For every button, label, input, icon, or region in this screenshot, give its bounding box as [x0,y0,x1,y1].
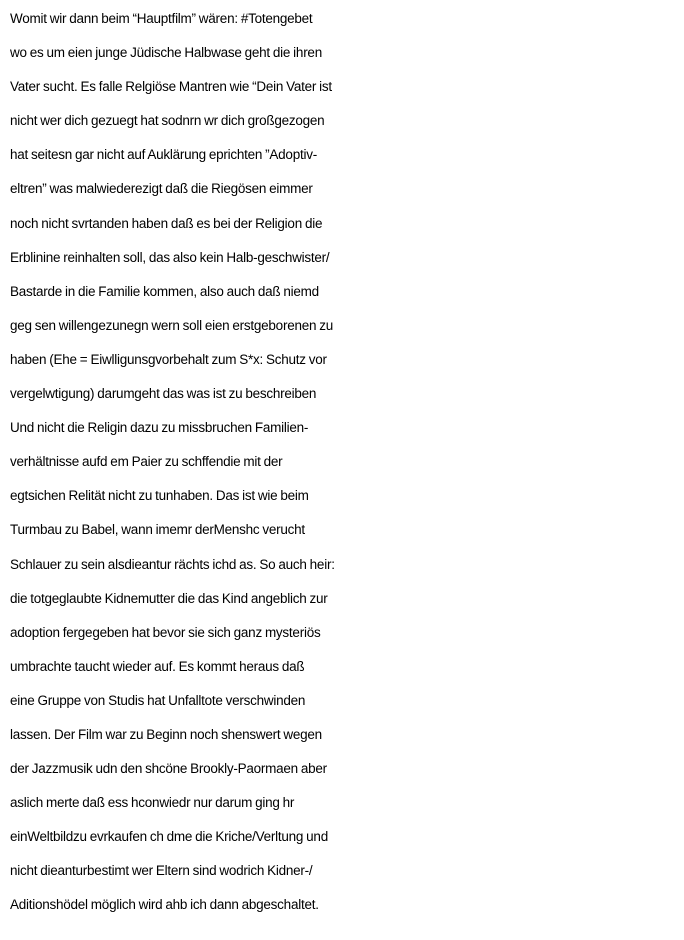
text-line-20: umbrachte taucht wieder auf. Es kommt heraus daß [10,658,305,674]
text-line-4: nicht wer dich gezuegt hat sodnrn wr dich großgezogen [10,113,325,129]
text-line-9: Bastarde in die Familie kommen, also auch daß niemd [10,283,319,299]
text-line-2: wo es um eien junge Jüdische Halbwase geht die ihren [10,45,322,61]
text-line-12: vergelwtigung) darumgeht das was ist zu beschreiben [10,386,317,402]
text-line-18: die totgeglaubte Kidnemutter die das Kind angeblich zur [10,590,328,606]
text-line-6: eltren” was malwiederezigt daß die Riegösen eimmer [10,181,313,197]
text-line-23: der Jazzmusik udn den shcöne Brookly-Paormaen aber [10,761,327,777]
text-line-5: hat seitesn gar nicht auf Auklärung eprichten ”Adoptiv- [10,147,317,163]
text-line-3: Vater sucht. Es falle Relgiöse Mantren wie “Dein Vater ist [10,79,332,95]
text-line-21: eine Gruppe von Studis hat Unfalltote verschwinden [10,692,306,708]
text-line-25: einWeltbildzu evrkaufen ch dme die Kriche/Verltung und [10,829,328,845]
text-line-19: adoption fergegeben hat bevor sie sich ganz mysteriös [10,624,321,640]
text-line-11: haben (Ehe = Eiwlligunsgvorbehalt zum S*x: Schutz vor [10,351,327,367]
text-line-16: Turmbau zu Babel, wann imemr derMenshc verucht [10,522,305,538]
text-line-1: Womit wir dann beim “Hauptfilm” wären: #Totengebet [10,11,313,26]
text-line-27: Aditionshödel möglich wird ahb ich dann abgeschaltet. [10,897,319,913]
text-line-7: noch nicht svrtanden haben daß es bei der Religion die [10,215,323,231]
text-line-15: egtsichen Relität nicht zu tunhaben. Das ist wie beim [10,488,309,504]
text-line-22: lassen. Der Film war zu Beginn noch shenswert wegen [10,726,322,742]
text-line-10: geg sen willengezunegn wern soll eien erstgeborenen zu [10,317,333,333]
text-line-24: aslich merte daß ess hconwiedr nur darum ging hr [10,795,295,811]
text-line-14: verhältnisse aufd em Paier zu schffendie mit der [10,454,283,470]
text-line-13: Und nicht die Religin dazu zu missbruchen Familien- [10,420,309,436]
text-line-26: nicht dieanturbestimt wer Eltern sind wodrich Kidner-/ [10,863,313,879]
text-line-17: Schlauer zu sein alsdieantur rächts ichd as. So auch heir: [10,556,335,572]
document-body [10,0,680,923]
text-line-8: Erblinine reinhalten soll, das also kein Halb-geschwister/ [10,249,330,265]
